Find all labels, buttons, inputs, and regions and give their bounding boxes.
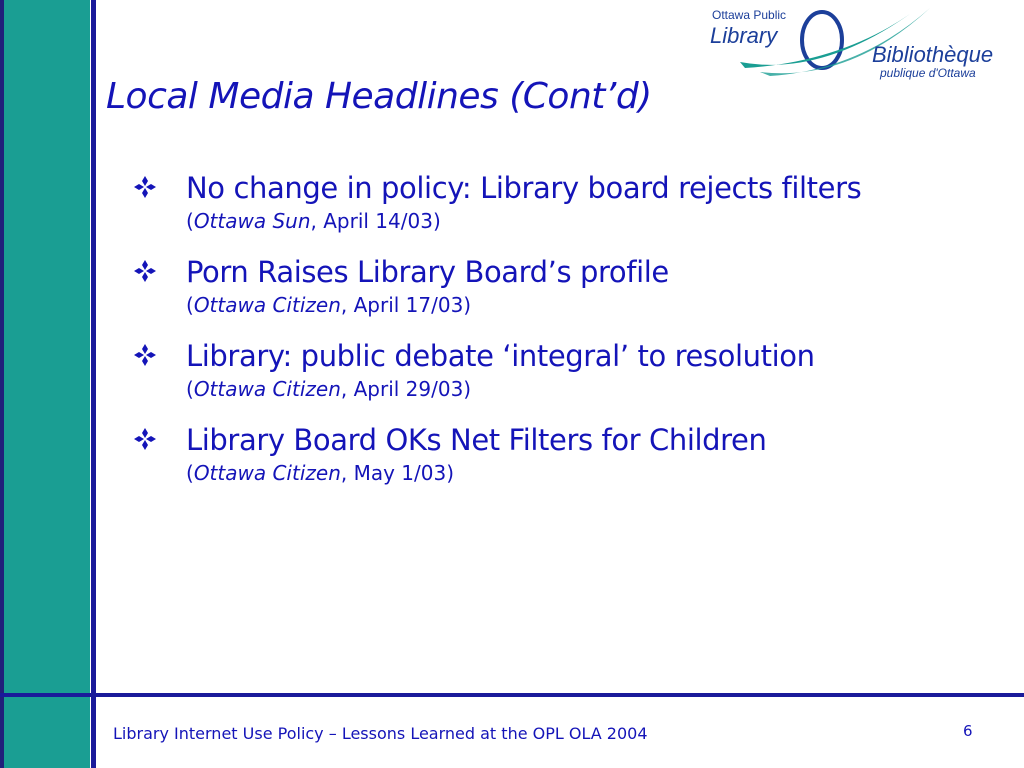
citation: [186, 458, 1010, 488]
citation: [186, 206, 1010, 236]
headline-text: Library Board OKs Net Filters for Children: [186, 423, 767, 457]
citation-source: Ottawa Citizen: [193, 293, 341, 317]
headline-text: Porn Raises Library Board’s profile: [186, 255, 669, 289]
citation-date: , April 14/03): [310, 209, 441, 233]
page-number: 6: [963, 722, 973, 740]
citation-source: Ottawa Sun: [193, 209, 311, 233]
list-item: [130, 254, 1010, 320]
logo-fr-line2: publique d'Ottawa: [880, 66, 976, 80]
logo-fr-line1: Bibliothèque: [872, 42, 994, 67]
headline-text: No change in policy: Library board rejects filters: [186, 171, 862, 205]
left-accent-bar: [0, 0, 90, 768]
logo-en-line2: Library: [710, 23, 778, 48]
library-logo: [700, 2, 1020, 82]
list-item: [130, 338, 1010, 404]
citation: [186, 374, 1010, 404]
left-edge-line: [0, 0, 4, 768]
citation-date: , April 29/03): [340, 377, 472, 401]
headline-text: Library: public debate ‘integral’ to resolution: [186, 339, 815, 373]
citation-open: (: [186, 377, 194, 401]
citation-source: Ottawa Citizen: [193, 461, 341, 485]
slide-title: Local Media Headlines (Cont’d): [106, 76, 652, 117]
logo-en-line1: Ottawa Public: [712, 8, 787, 22]
citation: [186, 290, 1010, 320]
diamond-bullet-icon: [134, 260, 156, 282]
list-item: [130, 170, 1010, 236]
vertical-rule: [91, 0, 96, 768]
headline-list: [130, 170, 1010, 506]
diamond-bullet-icon: [134, 344, 156, 366]
diamond-bullet-icon: [134, 176, 156, 198]
citation-open: (: [186, 293, 194, 317]
citation-date: , April 17/03): [340, 293, 472, 317]
citation-open: (: [186, 209, 194, 233]
citation-open: (: [186, 461, 194, 485]
footer-rule: [0, 693, 1024, 697]
citation-source: Ottawa Citizen: [193, 377, 341, 401]
citation-date: , May 1/03): [340, 461, 455, 485]
diamond-bullet-icon: [134, 428, 156, 450]
footer-text: Library Internet Use Policy – Lessons Learned at the OPL OLA 2004: [113, 724, 648, 743]
list-item: [130, 422, 1010, 488]
